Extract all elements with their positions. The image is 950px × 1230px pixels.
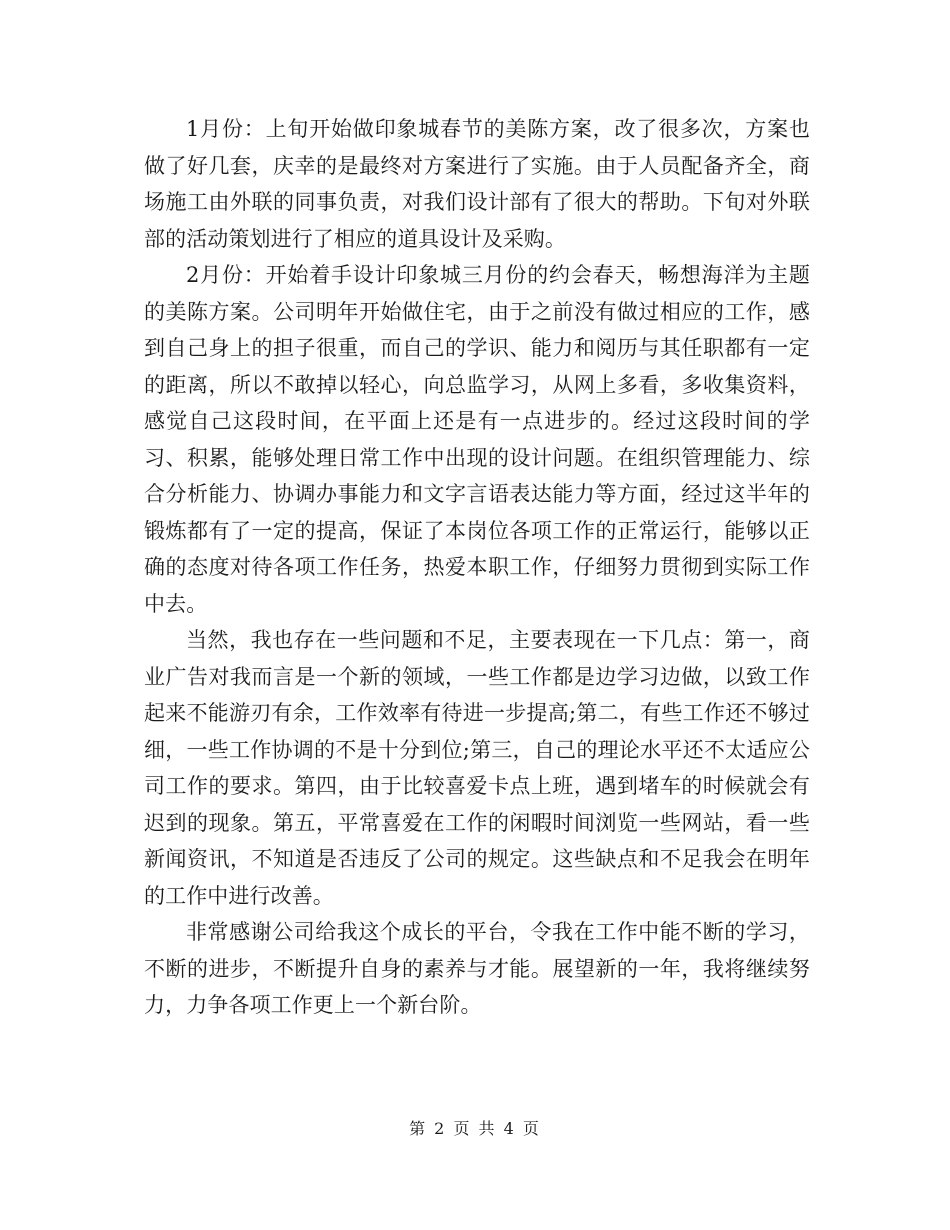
- paragraph-shortcomings: 当然，我也存在一些问题和不足，主要表现在一下几点：第一，商业广告对我而言是一个新的领域，一些工作都是边学习边做，以致工作起来不能游刃有余，工作效率有待进一步提高;第二，有些工作还不够过细，一些工作协调的不是十分到位;第三，自己的理论水平还不太适应公司工作的要求。第四，由于比较喜爱卡点上班，遇到堵车的时候就会有迟到的现象。第五，平常喜爱在工作的闲暇时间浏览一些网站，看一些新闻资讯，不知道是否违反了公司的规定。这些缺点和不足我会在明年的工作中进行改善。: [144, 628, 810, 908]
- paragraph-thanks: 非常感谢公司给我这个成长的平台，令我在工作中能不断的学习，不断的进步，不断提升自身的素养与才能。展望新的一年，我将继续努力，力争各项工作更上一个新台阶。: [144, 920, 810, 1017]
- page-number-footer: 第 2 页 共 4 页: [409, 1119, 541, 1138]
- document-body: [144, 111, 810, 1024]
- paragraph-january: 1月份：上旬开始做印象城春节的美陈方案，改了很多次，方案也做了好几套，庆幸的是最终对方案进行了实施。由于人员配备齐全，商场施工由外联的同事负责，对我们设计部有了很大的帮助。下旬对外联部的活动策划进行了相应的道具设计及采购。: [144, 117, 810, 251]
- paragraph-february: 2月份：开始着手设计印象城三月份的约会春天，畅想海洋为主题的美陈方案。公司明年开始做住宅，由于之前没有做过相应的工作，感到自己身上的担子很重，而自己的学识、能力和阅历与其任职都有一定的距离，所以不敢掉以轻心，向总监学习，从网上多看，多收集资料，感觉自己这段时间，在平面上还是有一点进步的。经过这段时间的学习、积累，能够处理日常工作中出现的设计问题。在组织管理能力、综合分析能力、协调办事能力和文字言语表达能力等方面，经过这半年的锻炼都有了一定的提高，保证了本岗位各项工作的正常运行，能够以正确的态度对待各项工作任务，热爱本职工作，仔细努力贯彻到实际工作中去。: [144, 263, 810, 616]
